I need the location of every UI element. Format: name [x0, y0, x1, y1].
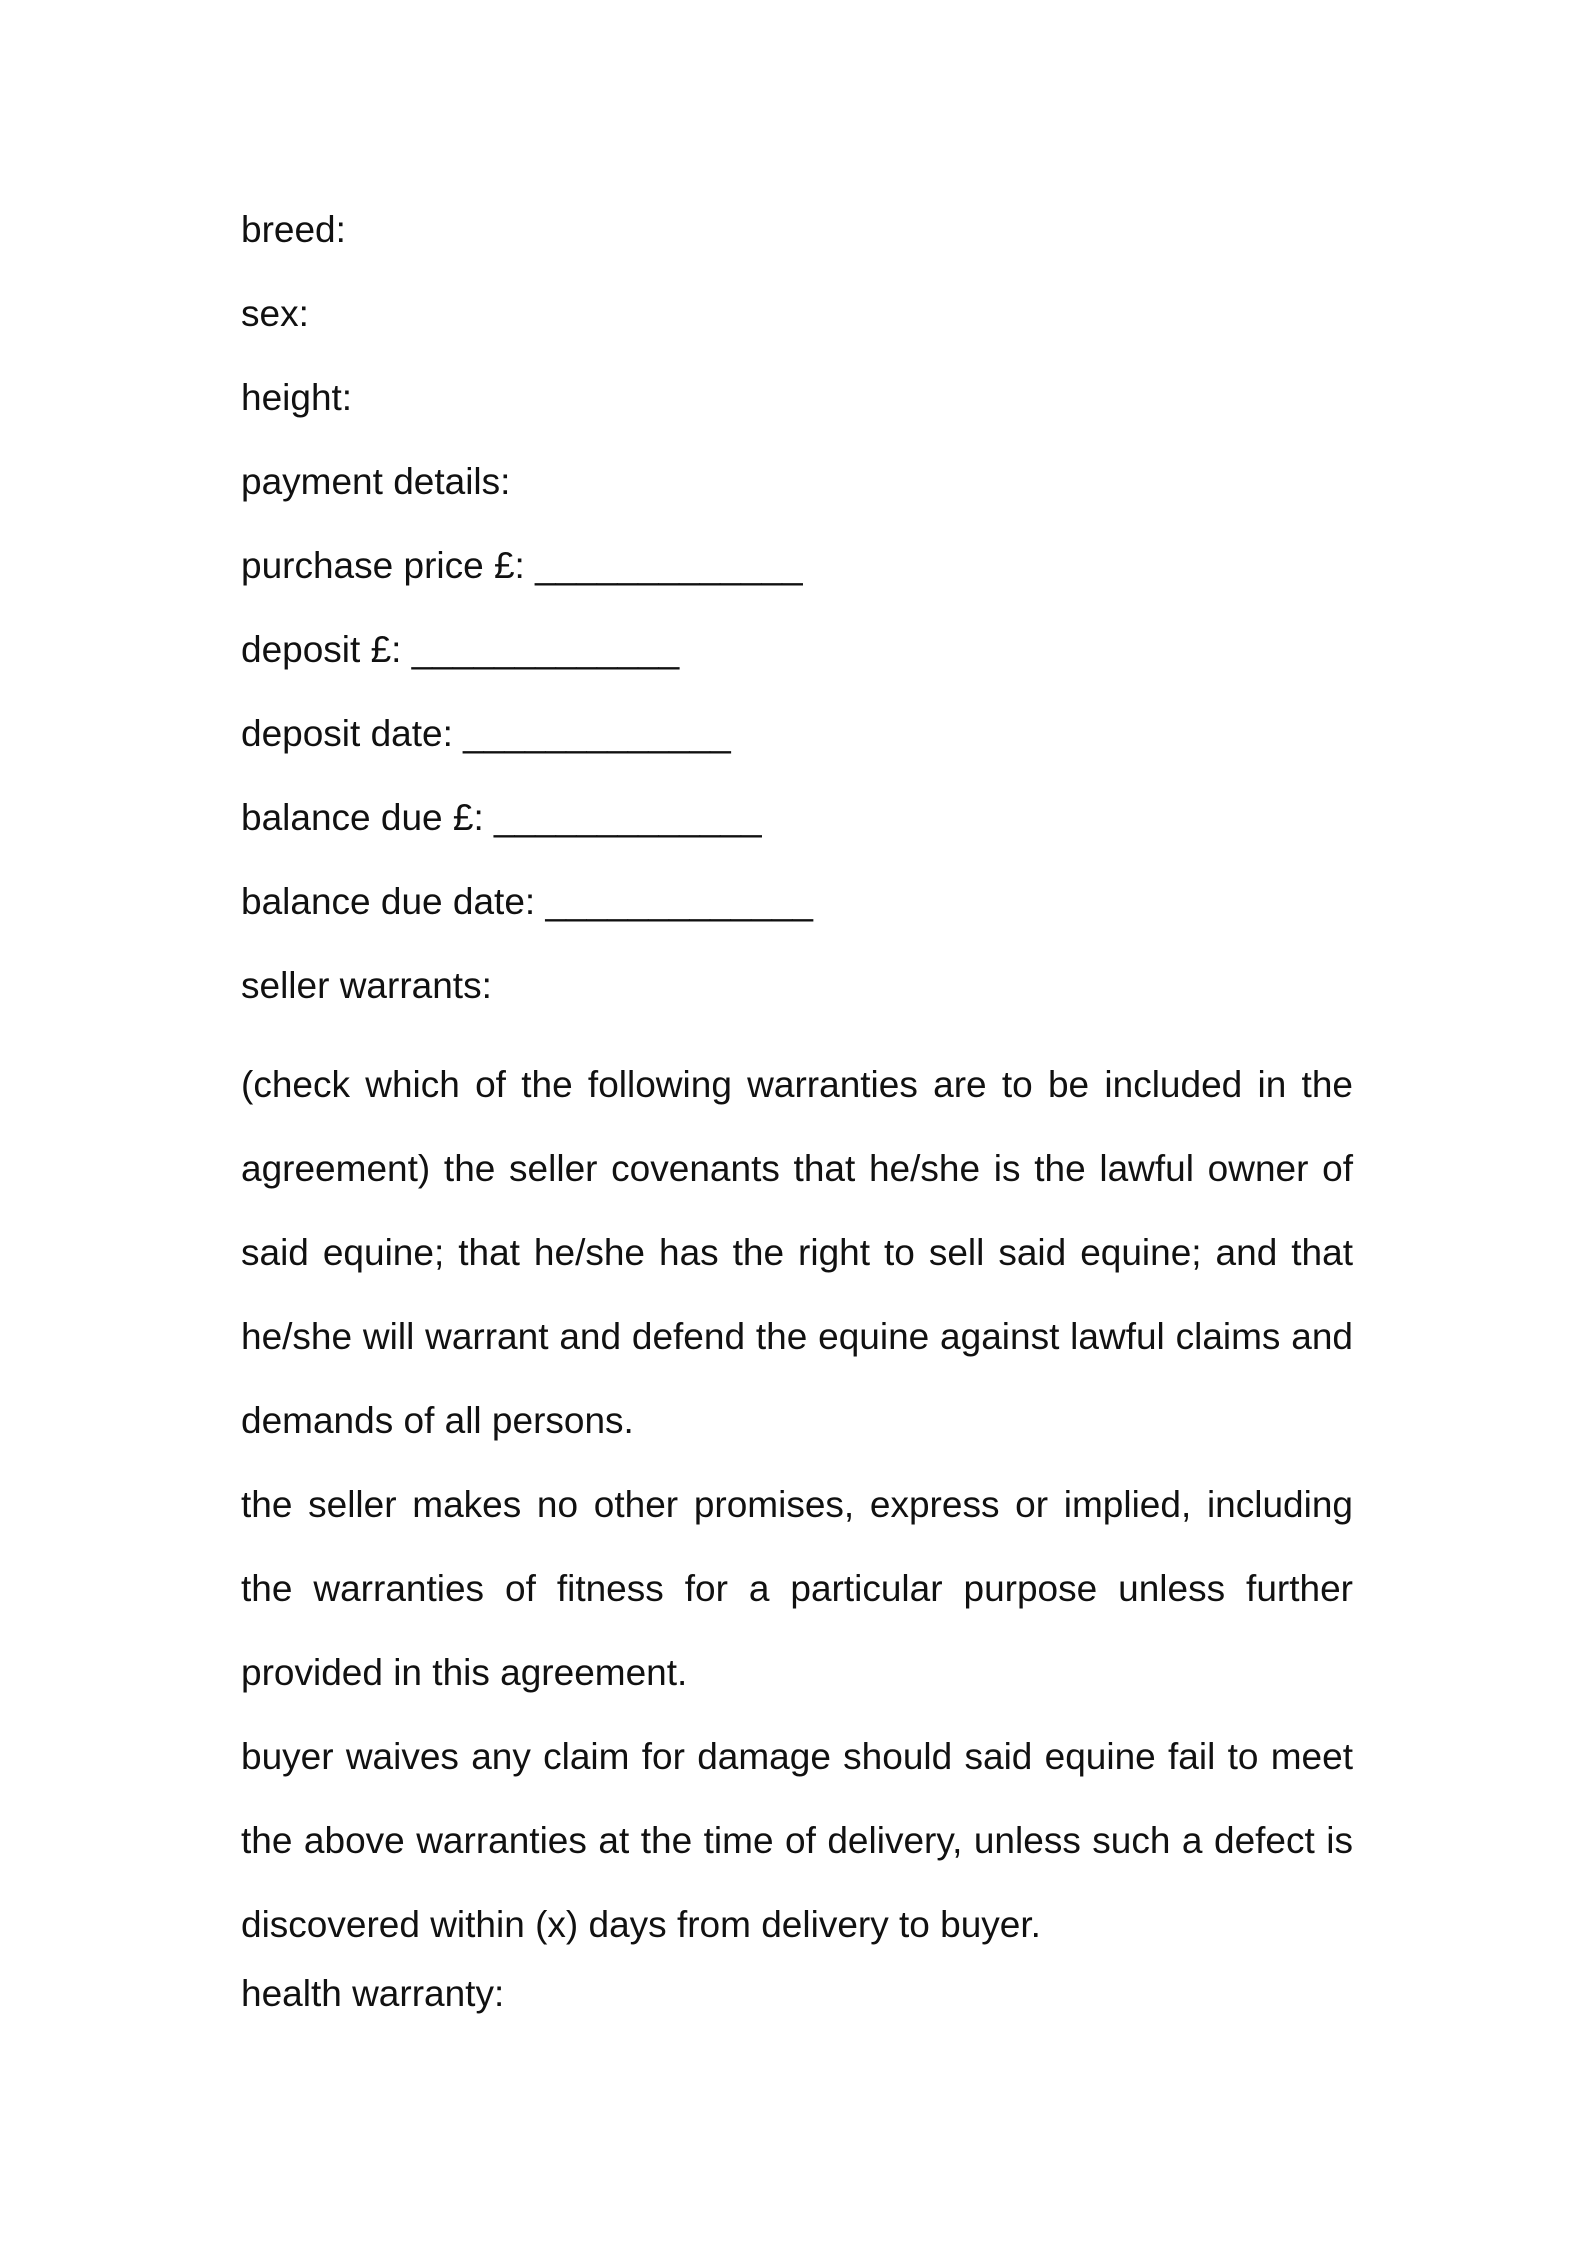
field-balance-due-date: balance due date: _____________ [241, 881, 813, 922]
field-purchase-price: purchase price £: _____________ [241, 545, 803, 586]
field-deposit: deposit £: _____________ [241, 629, 680, 670]
paragraph-buyer-waiver: buyer waives any claim for damage should said equine fail to meet the above warranties at the time of delivery, unless such a defect is discovered within (x) days from delivery to buyer. [241, 1736, 1353, 1945]
document-body [241, 203, 1353, 2051]
paragraph-seller-covenants: (check which of the following warranties are to be included in the agreement) the seller covenants that he/she is the lawful owner of said equine; that he/she has the right to sell said equine; and that he/she will warrant and defend the equine against lawful claims and demands of all persons. [241, 1064, 1353, 1441]
field-seller-warrants: seller warrants: [241, 965, 492, 1006]
field-height: height: [241, 377, 353, 418]
field-balance-due: balance due £: _____________ [241, 797, 762, 838]
field-sex: sex: [241, 293, 309, 334]
field-breed: breed: [241, 209, 346, 250]
paragraph-no-other-promises: the seller makes no other promises, express or implied, including the warranties of fitness for a particular purpose unless further provided in this agreement. [241, 1484, 1353, 1693]
heading-health-warranty: health warranty: [241, 1973, 505, 2014]
field-payment-details: payment details: [241, 461, 511, 502]
field-deposit-date: deposit date: _____________ [241, 713, 731, 754]
